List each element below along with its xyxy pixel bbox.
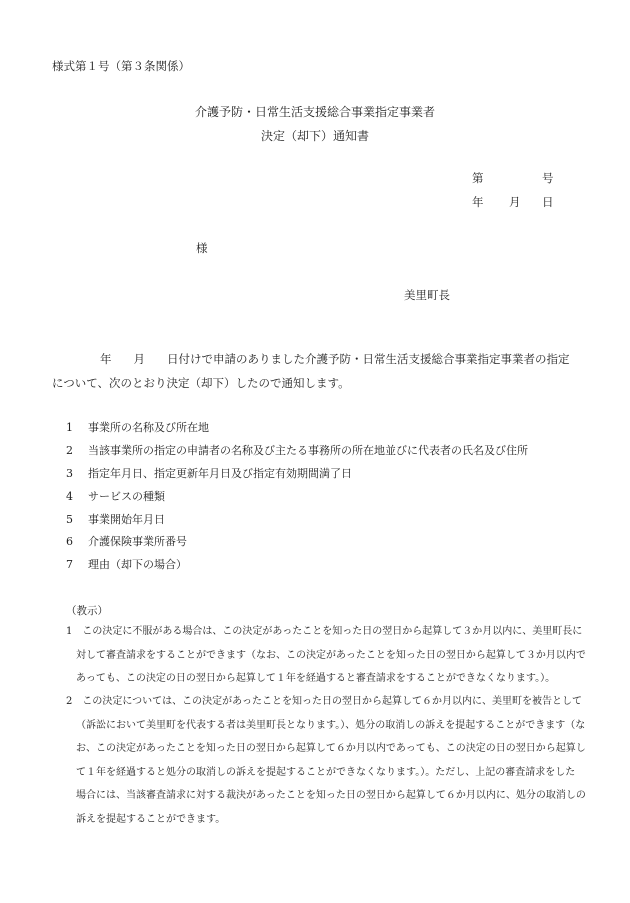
instruction-line: 場合には、当該審査請求に対する裁決があったことを知った日の翌日から起算して６か月以内に、処分の取消しの <box>76 790 586 801</box>
list-item <box>66 417 528 440</box>
instruction-line: 2 この決定については、この決定があったことを知った日の翌日から起算して６か月以内に、美里町を被告として <box>66 696 583 707</box>
instruction-line: お、この決定があったことを知った日の翌日から起算して６か月以内であっても、この決定の日の翌日から起算し <box>76 743 586 754</box>
list-item <box>66 440 528 463</box>
instruction-item-1 <box>66 620 586 691</box>
document-title: 介護予防・日常生活支援総合事業指定事業者 <box>194 105 435 119</box>
instruction-line: あっても、この決定の日の翌日から起算して１年を経過すると審査請求をすることができなくなります。）。 <box>76 673 556 684</box>
document-subtitle: 決定（却下）通知書 <box>260 129 369 143</box>
date-day: 日 <box>542 195 554 209</box>
instruction-line: 訴えを提起することができます。 <box>76 813 226 825</box>
item-text: 当該事業所の指定の申請者の名称及び主たる事務所の所在地並びに代表者の氏名及び住所 <box>88 443 528 457</box>
item-number: 3 <box>66 466 73 480</box>
instruction-line: て１年を経過すると処分の取消しの訴えを提起することができなくなります。）。ただし、上記の審査請求をした <box>76 766 576 778</box>
list-item <box>66 531 528 554</box>
issuer-name: 美里町長 <box>404 288 450 302</box>
instruction-line: 1 この決定に不服がある場合は、この決定があったことを知った日の翌日から起算して３か月以内に、美里町長に <box>66 626 583 637</box>
list-item <box>66 486 528 509</box>
item-text: 理由（却下の場合） <box>88 558 187 572</box>
item-text: 事業所の名称及び所在地 <box>88 421 209 434</box>
item-number: 6 <box>66 535 73 549</box>
number-prefix: 第 <box>472 171 484 185</box>
instruction-line: 対して審査請求をすることができます（なお、この決定があったことを知った日の翌日から起算して３か月以内で <box>76 649 586 661</box>
item-number: 2 <box>66 443 73 457</box>
list-item <box>66 509 528 532</box>
body-line-1 <box>52 351 570 367</box>
instruction-item-2 <box>66 690 586 831</box>
item-text: サービスの種類 <box>88 489 165 503</box>
item-list <box>66 417 528 577</box>
body-month: 月 <box>133 352 145 366</box>
instruction-label: （教示） <box>66 605 108 617</box>
list-item <box>66 554 528 577</box>
body-line-2: について、次のとおり決定（却下）したので通知します。 <box>52 376 350 390</box>
date-year: 年 <box>472 195 484 209</box>
body-line1-text: 日付けで申請のありました介護予防・日常生活支援総合事業指定事業者の指定 <box>167 352 570 366</box>
date-month: 月 <box>509 195 521 209</box>
item-text: 介護保険事業所番号 <box>88 535 187 549</box>
number-suffix: 号 <box>542 171 554 185</box>
body-year: 年 <box>100 352 112 366</box>
item-number: 1 <box>66 421 73 434</box>
item-number: 5 <box>66 512 73 526</box>
item-text: 事業開始年月日 <box>88 512 165 526</box>
item-text: 指定年月日、指定更新年月日及び指定有効期間満了日 <box>88 466 352 480</box>
form-number: 様式第１号（第３条関係） <box>52 59 190 73</box>
item-number: 4 <box>66 489 73 503</box>
list-item <box>66 463 528 486</box>
item-number: 7 <box>66 558 73 572</box>
recipient-honorific: 様 <box>196 241 208 255</box>
instruction-line: （訴訟において美里町を代表する者は美里町長となります。）、処分の取消しの訴えを提起することができます（な <box>76 719 586 731</box>
